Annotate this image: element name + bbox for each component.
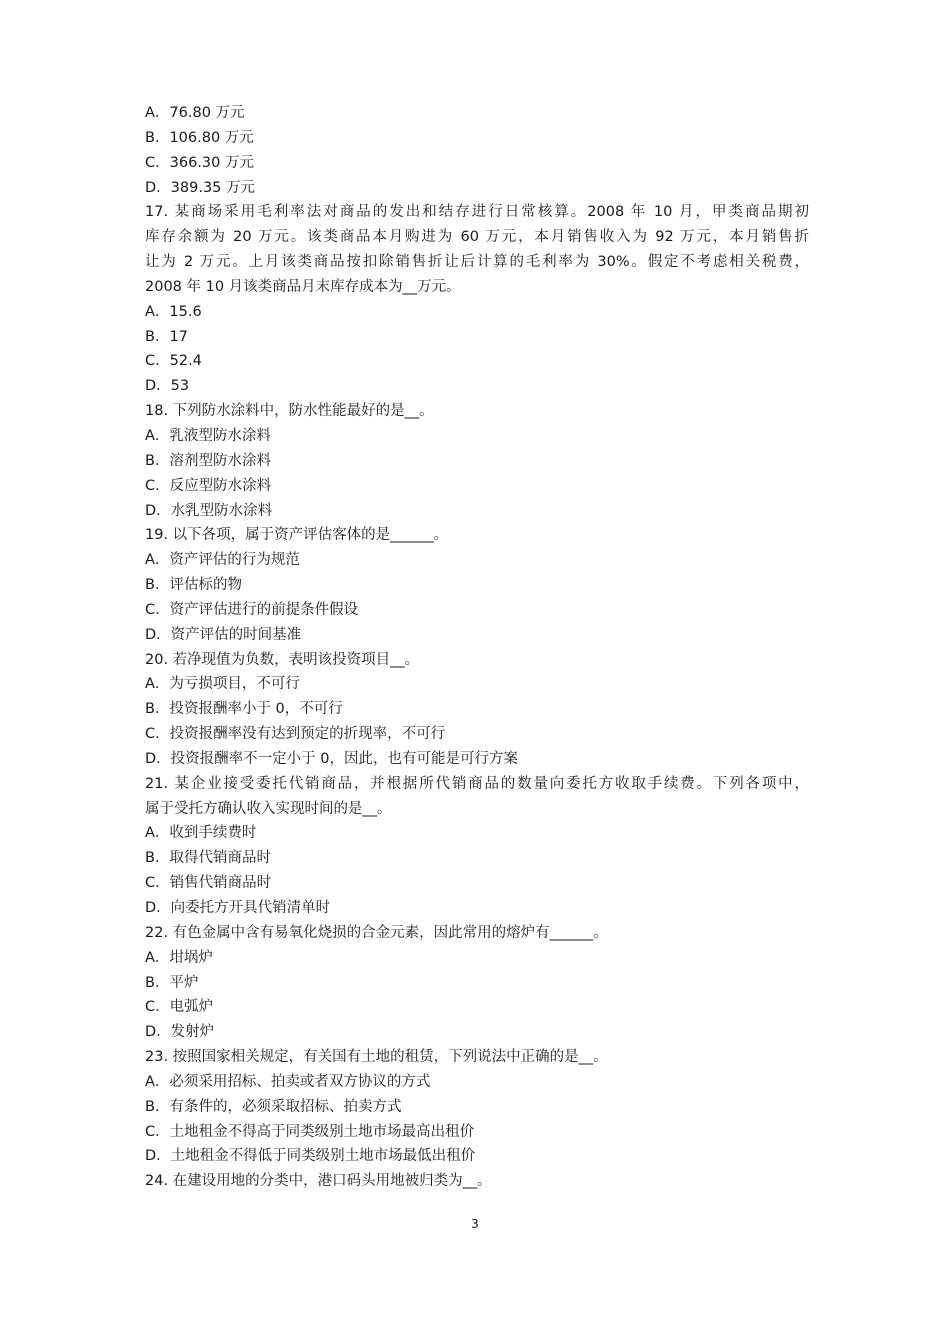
question-text-line: 17. 某商场采用毛利率法对商品的发出和结存进行日常核算。2008 年 10 月，甲类商品期初: [145, 204, 809, 221]
question-text-line: 20. 若净现值为负数，表明该投资项目__。: [145, 651, 420, 668]
answer-option: C．366.30 万元: [145, 154, 254, 171]
answer-option: D．发射炉: [145, 1024, 215, 1041]
question-text-line: 2008 年 10 月该类商品月末库存成本为__万元。: [145, 278, 461, 295]
question-text-line: 让为 2 万元。上月该类商品按扣除销售折让后计算的毛利率为 30%。假定不考虑相关税费，: [145, 254, 809, 271]
answer-option: A．坩埚炉: [145, 949, 213, 966]
answer-option: C．52.4: [145, 353, 202, 370]
answer-option: B．17: [145, 328, 188, 345]
answer-option: C．反应型防水涂料: [145, 477, 272, 494]
answer-option: A．15.6: [145, 303, 202, 320]
question-text-line: 属于受托方确认收入实现时间的是__。: [145, 800, 392, 817]
question-text-line: 18. 下列防水涂料中，防水性能最好的是__。: [145, 403, 434, 420]
answer-option: D．53: [145, 378, 190, 395]
answer-option: D．389.35 万元: [145, 179, 256, 196]
question-text-line: 19. 以下各项，属于资产评估客体的是______。: [145, 527, 449, 544]
answer-option: A．收到手续费时: [145, 825, 257, 842]
answer-option: A．必须采用招标、拍卖或者双方协议的方式: [145, 1073, 431, 1090]
answer-option: C．资产评估进行的前提条件假设: [145, 601, 359, 618]
answer-option: B．106.80 万元: [145, 129, 254, 146]
answer-option: D．水乳型防水涂料: [145, 502, 273, 519]
answer-option: C．土地租金不得高于同类级别土地市场最高出租价: [145, 1123, 475, 1140]
answer-option: C．销售代销商品时: [145, 875, 272, 892]
answer-option: D．投资报酬率不一定小于 0，因此，也有可能是可行方案: [145, 750, 518, 767]
answer-option: B．溶剂型防水涂料: [145, 452, 271, 469]
answer-option: C．电弧炉: [145, 999, 214, 1016]
answer-option: A．76.80 万元: [145, 105, 245, 121]
answer-option: B．平炉: [145, 974, 199, 991]
answer-option: B．取得代销商品时: [145, 850, 271, 867]
question-text-line: 24. 在建设用地的分类中，港口码头用地被归类为__。: [145, 1173, 492, 1190]
page-number: 3: [471, 1217, 479, 1231]
question-text-line: 23. 按照国家相关规定，有关国有土地的租赁，下列说法中正确的是__。: [145, 1049, 608, 1066]
question-text-line: 22. 有色金属中含有易氧化烧损的合金元素，因此常用的熔炉有______。: [145, 924, 608, 941]
answer-option: D．土地租金不得低于同类级别土地市场最低出租价: [145, 1148, 476, 1165]
answer-option: C．投资报酬率没有达到预定的折现率，不可行: [145, 726, 446, 743]
question-text-line: 21. 某企业接受委托代销商品，并根据所代销商品的数量向委托方收取手续费。下列各项中，: [145, 775, 809, 792]
answer-option: B．有条件的，必须采取招标、拍卖方式: [145, 1098, 402, 1115]
answer-option: A．资产评估的行为规范: [145, 552, 300, 569]
answer-option: D．资产评估的时间基准: [145, 626, 302, 643]
answer-option: D．向委托方开具代销清单时: [145, 900, 331, 916]
answer-option: B．评估标的物: [145, 577, 242, 594]
document-body: [145, 101, 809, 1194]
answer-option: A．为亏损项目，不可行: [145, 676, 300, 693]
answer-option: A．乳液型防水涂料: [145, 427, 271, 444]
question-text-line: 库存余额为 20 万元。该类商品本月购进为 60 万元，本月销售收入为 92 万元，本月销售折: [145, 229, 809, 246]
answer-option: B．投资报酬率小于 0，不可行: [145, 701, 343, 718]
